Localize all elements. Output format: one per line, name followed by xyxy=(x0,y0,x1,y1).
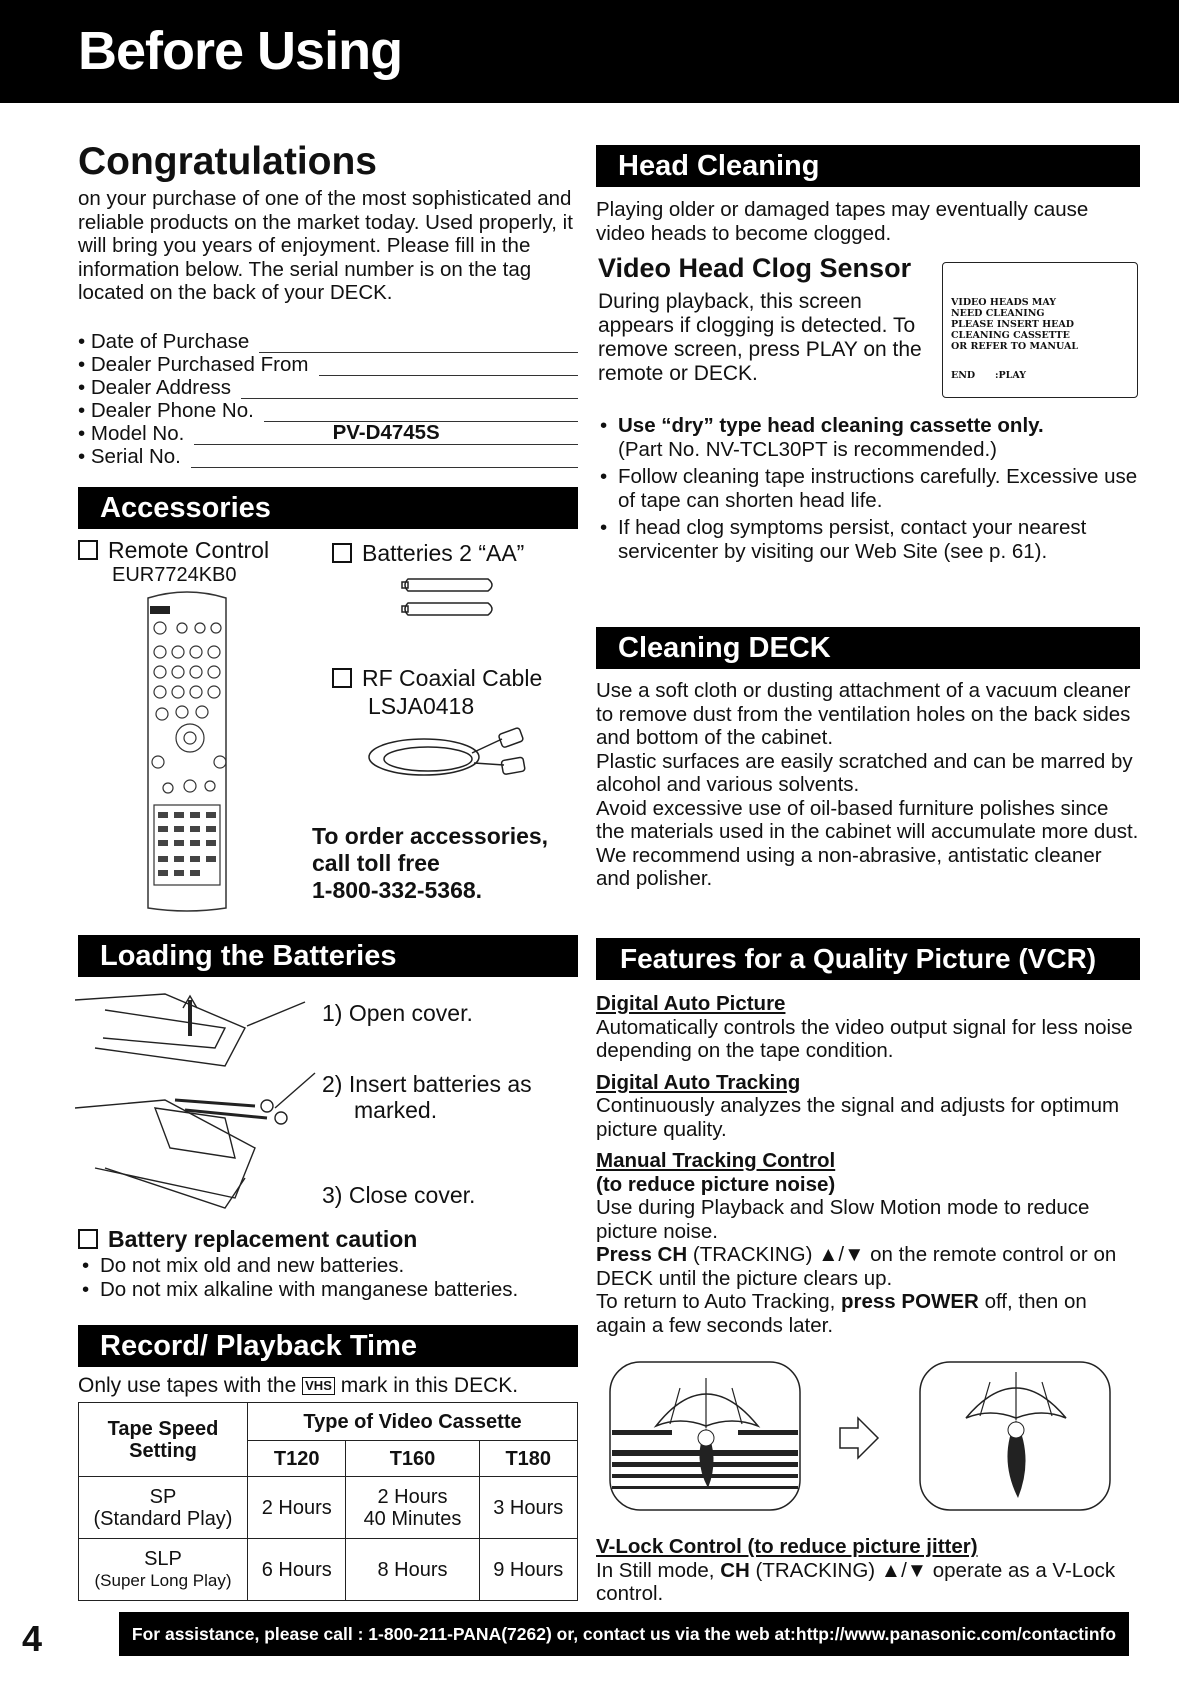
mtc-text: Use during Playback and Slow Motion mode to reduce picture noise. xyxy=(596,1196,1090,1243)
mtc-title: Manual Tracking Control xyxy=(596,1149,836,1172)
screen-end: END xyxy=(951,370,976,381)
caution-list xyxy=(78,1254,598,1301)
vlock-illustration xyxy=(608,1358,1138,1518)
form-field-line xyxy=(319,359,579,376)
mtc-return xyxy=(596,1290,1141,1337)
step-close: 3) Close cover. xyxy=(322,1182,476,1208)
vhs-mark: VHS xyxy=(302,1377,335,1395)
coaxial-cable-icon xyxy=(362,725,532,795)
checkbox-icon xyxy=(78,1229,98,1249)
screen-line: PLEASE INSERT HEAD xyxy=(951,319,1075,330)
cable-part: LSJA0418 xyxy=(368,693,475,719)
checkbox-icon xyxy=(332,543,352,563)
time-cell: 6 Hours xyxy=(248,1539,346,1601)
order-text-2: call toll free xyxy=(312,850,440,876)
return-a: To return to Auto Tracking, xyxy=(596,1290,836,1313)
arrow-right-icon xyxy=(840,1418,878,1458)
time-cell: 8 Hours xyxy=(346,1539,479,1601)
form-field-label: • Date of Purchase xyxy=(78,329,250,353)
vlock-a: In Still mode, xyxy=(596,1558,715,1582)
remote-label: Remote Control xyxy=(108,537,270,563)
form-field-line xyxy=(191,451,578,468)
screen-footer xyxy=(951,370,1129,381)
page-title: Before Using xyxy=(78,21,403,81)
remote-control-icon xyxy=(138,590,236,915)
speed-cell xyxy=(79,1477,248,1539)
return-c: off, then on again a few seconds later. xyxy=(596,1290,1087,1337)
clog-sensor-text: During playback, this screen appears if clogging is detected. To remove screen, press PLAY on the remote or DECK. xyxy=(598,290,922,385)
rf-cable-item xyxy=(332,665,542,692)
speed-cell xyxy=(79,1539,248,1601)
table-row xyxy=(79,1477,578,1539)
form-field-value: PV-D4745S xyxy=(332,420,440,444)
checkbox-icon xyxy=(332,668,352,688)
head-cleaning-tips xyxy=(596,414,1141,563)
form-field xyxy=(78,376,578,399)
vlock-text xyxy=(596,1559,1141,1606)
dap-text: Automatically controls the video output signal for less noise depending on the tape condition. xyxy=(596,1015,1133,1062)
screen-play: :PLAY xyxy=(995,370,1027,381)
speed-sub: (Standard Play) xyxy=(93,1507,233,1530)
caution-label: Battery replacement caution xyxy=(108,1226,418,1252)
tape-time-table xyxy=(78,1402,578,1601)
form-field-label: • Dealer Purchased From xyxy=(78,352,309,376)
form-field-label: • Dealer Address xyxy=(78,375,232,399)
dat-text: Continuously analyzes the signal and adjusts for optimum picture quality. xyxy=(596,1094,1120,1141)
screen-line: CLEANING CASSETTE xyxy=(951,330,1070,341)
remote-battery-cover-icon xyxy=(75,988,335,1228)
screen-line: NEED CLEANING xyxy=(951,308,1045,319)
time-cell xyxy=(346,1477,479,1539)
cable-label: RF Coaxial Cable xyxy=(362,665,543,691)
batteries-item xyxy=(332,540,524,567)
tip-contact-service: • If head clog symptoms persist, contact your nearest servicenter by visiting our Web Site (see p. 61). xyxy=(596,516,1141,563)
order-info xyxy=(312,823,548,904)
caution-item: • Do not mix old and new batteries. xyxy=(78,1254,598,1278)
screen-text xyxy=(951,297,1129,352)
vlock-ch: CH xyxy=(720,1558,750,1582)
speed-sub: (Super Long Play) xyxy=(94,1570,232,1590)
table-row xyxy=(79,1539,578,1601)
step-insert-2: marked. xyxy=(354,1097,438,1123)
batteries-label: Batteries 2 “AA” xyxy=(362,540,525,566)
form-field xyxy=(78,353,578,376)
order-text: To order accessories, xyxy=(312,823,549,849)
form-field xyxy=(78,399,578,422)
battery-icon xyxy=(400,575,500,625)
registration-form xyxy=(78,330,578,468)
record-playback-header: Record/ Playback Time xyxy=(78,1325,578,1367)
checkbox-icon xyxy=(78,540,98,560)
record-intro-a: Only use tapes with the xyxy=(78,1374,297,1397)
form-field xyxy=(78,422,578,445)
remote-part: EUR7724KB0 xyxy=(112,564,237,586)
record-intro xyxy=(78,1374,518,1398)
speed-name: SP xyxy=(149,1485,177,1508)
features-text xyxy=(596,992,1141,1337)
tip-part-no: (Part No. NV-TCL30PT is recommended.) xyxy=(618,437,997,461)
step-open: 1) Open cover. xyxy=(322,1000,473,1026)
press-power: press POWER xyxy=(841,1290,979,1313)
form-field-label: • Dealer Phone No. xyxy=(78,398,254,422)
cleaning-text xyxy=(596,679,1141,891)
form-field-line xyxy=(259,336,578,353)
step-insert: 2) Insert batteries as xyxy=(322,1071,532,1097)
clog-warning-screen xyxy=(942,262,1138,398)
cleaning-p1: Use a soft cloth or dusting attachment of a vacuum cleaner to remove dust from the ventilation holes on the back sides and bottom of the cabinet. xyxy=(596,679,1131,749)
time-cell: 3 Hours xyxy=(479,1477,577,1539)
time-cell: 9 Hours xyxy=(479,1539,577,1601)
time-minutes: 40 Minutes xyxy=(363,1507,462,1530)
congrats-intro: on your purchase of one of the most sophisticated and reliable products on the market today. Used properly, it will bring you years of enjoyment. Please fill in the information below. The serial number is on the tag located on the back of your DECK. xyxy=(78,187,573,304)
assistance-footer: For assistance, please call : 1-800-211-PANA(7262) or, contact us via the web at:http://www.panasonic.com/contactinfo xyxy=(119,1612,1129,1656)
time-hours: 2 Hours xyxy=(377,1485,448,1508)
cleaning-p3: Avoid excessive use of oil-based furniture polishes since the materials used in the cabinet will accumulate more dust. We recommend using a non-abrasive, antistatic cleaner and polisher. xyxy=(596,796,1139,890)
form-field xyxy=(78,445,578,468)
loading-batteries-header: Loading the Batteries xyxy=(78,935,578,977)
form-field-label: • Model No. xyxy=(78,421,185,445)
form-field-line xyxy=(264,405,578,422)
col-type: Type of Video Cassette xyxy=(248,1403,578,1441)
col-speed: Tape Speed Setting xyxy=(79,1403,248,1477)
remote-control-item xyxy=(78,537,269,564)
clog-sensor-title: Video Head Clog Sensor xyxy=(598,253,912,283)
cleaning-p2: Plastic surfaces are easily scratched and can be marred by alcohol and various solvents. xyxy=(596,749,1133,796)
dap-title: Digital Auto Picture xyxy=(596,992,786,1015)
vlock-title: V-Lock Control (to reduce picture jitter) xyxy=(596,1535,978,1558)
head-cleaning-header: Head Cleaning xyxy=(596,145,1140,187)
dat-title: Digital Auto Tracking xyxy=(596,1070,801,1094)
cleaning-deck-header: Cleaning DECK xyxy=(596,627,1140,669)
press-ch: Press CH xyxy=(596,1243,688,1266)
form-field xyxy=(78,330,578,353)
form-field-line xyxy=(194,420,578,445)
screen-line: VIDEO HEADS MAY xyxy=(951,297,1057,308)
col-t120: T120 xyxy=(248,1441,346,1477)
col-t180: T180 xyxy=(479,1441,577,1477)
page-number: 4 xyxy=(22,1618,43,1659)
accessories-header: Accessories xyxy=(78,487,578,529)
col-t160: T160 xyxy=(346,1441,479,1477)
mtc-press xyxy=(596,1243,1141,1290)
tip-dry-cassette: Use “dry” type head cleaning cassette only. xyxy=(618,414,1044,437)
vlock-b: (TRACKING) ▲/▼ operate as a V-Lock control. xyxy=(596,1558,1116,1605)
record-intro-b: mark in this DECK. xyxy=(340,1374,519,1397)
order-phone: 1-800-332-5368. xyxy=(312,877,483,903)
tip-follow-instructions: • Follow cleaning tape instructions carefully. Excessive use of tape can shorten head life. xyxy=(596,465,1141,512)
caution-item: • Do not mix alkaline with manganese batteries. xyxy=(78,1278,598,1302)
vlock-section xyxy=(596,1535,1141,1606)
press-ch-rest: (TRACKING) ▲/▼ on the remote control or on DECK until the picture clears up. xyxy=(596,1243,1117,1290)
head-intro: Playing older or damaged tapes may eventually cause video heads to become clogged. xyxy=(596,198,1089,245)
mtc-sub: (to reduce picture noise) xyxy=(596,1172,836,1196)
time-cell: 2 Hours xyxy=(248,1477,346,1539)
screen-line: OR REFER TO MANUAL xyxy=(951,341,1079,352)
features-header: Features for a Quality Picture (VCR) xyxy=(596,938,1140,980)
congrats-heading: Congratulations xyxy=(78,140,377,183)
form-field-line xyxy=(241,382,578,399)
speed-name: SLP xyxy=(144,1547,182,1570)
caution-title xyxy=(78,1226,417,1253)
form-field-label: • Serial No. xyxy=(78,444,181,468)
